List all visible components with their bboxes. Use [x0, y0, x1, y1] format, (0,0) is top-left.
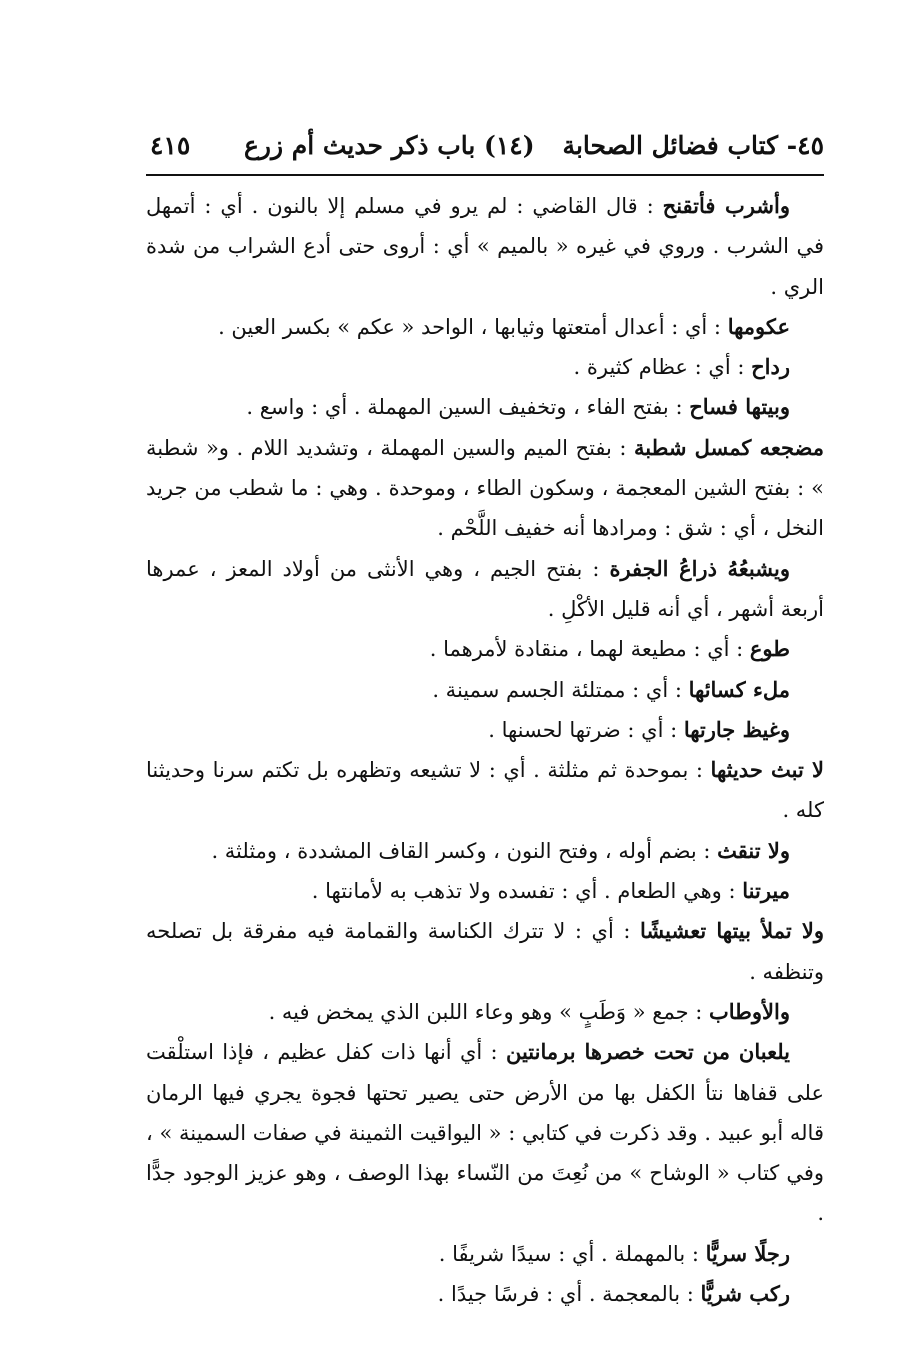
glossary-term: ركب شريًّا — [700, 1281, 790, 1307]
glossary-text: : بموحدة ثم مثلثة . أي : لا تشيعه وتظهره بل تكتم سرنا وحديثنا كله . — [146, 758, 824, 823]
glossary-text: : أي : ضرتها لحسنها . — [488, 717, 678, 742]
glossary-text: : أي : ممتلئة الجسم سمينة . — [432, 677, 682, 702]
glossary-text: : أي : مطيعة لهما ، منقادة لأمرهما . — [429, 637, 744, 662]
glossary-text: : جمع « وَطَبٍ » وهو وعاء اللبن الذي يمخض فيه . — [268, 999, 703, 1024]
paragraph — [146, 307, 824, 347]
glossary-text: : بفتح الميم والسين المهملة ، وتشديد اللام . و« شطبة » : بفتح الشين المعجمة ، وسكون الطاء ، وموحدة . وهي : ما شطب من جريد النخل ، أي : شق : ومرادها أنه خفيف اللَّحْم . — [146, 435, 824, 541]
header-rule — [146, 174, 824, 176]
paragraph — [146, 871, 824, 911]
paragraph — [146, 750, 824, 831]
glossary-term: ملء كسائها — [688, 676, 790, 702]
glossary-text: : أي : عظام كثيرة . — [573, 355, 745, 380]
paragraph — [146, 911, 824, 992]
page-body — [146, 186, 824, 1314]
paragraph — [146, 670, 824, 710]
glossary-term: والأوطاب — [709, 998, 790, 1024]
glossary-term: ولا تنقث — [717, 837, 790, 863]
glossary-term: طوع — [749, 636, 790, 662]
glossary-text: : أي أنها ذات كفل عظيم ، فإذا استلْقت على قفاها نتأ الكفل بها من الأرض حتى يصير تحتها فجوة يجري فيها الرمان قاله أبو عبيد . وقد ذكرت في كتابي : « اليواقيت الثمينة في صفات السمينة » ، وفي كتاب « الوشاح » من نُعِتَ من النّساء بهذا الوصف ، وهو عزيز الوجود جدًّا . — [146, 1040, 824, 1226]
glossary-text: : بالمعجمة . أي : فرسًا جيدًا . — [437, 1282, 694, 1307]
paragraph — [146, 629, 824, 669]
glossary-text: : بضم أوله ، وفتح النون ، وكسر القاف المشددة ، ومثلثة . — [211, 838, 711, 863]
glossary-term: وبيتها فساح — [689, 394, 790, 420]
glossary-text: : أي : أعدال أمتعتها وثيابها ، الواحد « عكم » بكسر العين . — [218, 314, 721, 339]
paragraph — [146, 710, 824, 750]
paragraph — [146, 186, 824, 307]
glossary-text: : بالمهملة . أي : سيدًا شريفًا . — [438, 1241, 699, 1266]
glossary-text: : وهي الطعام . أي : تفسده ولا تذهب به لأمانتها . — [311, 879, 736, 904]
paragraph — [146, 347, 824, 387]
glossary-text: : بفتح الجيم ، وهي الأنثى من أولاد المعز ، عمرها أربعة أشهر ، أي أنه قليل الأكْلِ . — [146, 556, 824, 621]
running-head — [244, 128, 824, 164]
paragraph — [146, 1274, 824, 1314]
paragraph — [146, 428, 824, 549]
glossary-term: وغيظ جارتها — [683, 716, 790, 742]
glossary-text: : أي : لا تترك الكناسة والقمامة فيه مفرقة بل تصلحه وتنظفه . — [146, 919, 824, 984]
glossary-term: ميرتنا — [742, 878, 790, 904]
paragraph — [146, 1234, 824, 1274]
glossary-term: لا تبث حديثها — [710, 757, 824, 783]
paragraph — [146, 549, 824, 630]
glossary-term: يلعبان من تحت خصرها برمانتين — [505, 1039, 790, 1065]
glossary-term: ولا تملأ بيتها تعشيشًا — [640, 918, 824, 944]
glossary-term: وأشرب فأتقنح — [662, 193, 790, 218]
glossary-text: : قال القاضي : لم يرو في مسلم إلا بالنون . أي : أتمهل في الشرب . وروي في غيره « بالميم » أي : أروى حتى أدع الشراب من شدة الري . — [146, 194, 824, 299]
paragraph — [146, 387, 824, 427]
paragraph — [146, 1032, 824, 1233]
glossary-text: : بفتح الفاء ، وتخفيف السين المهملة . أي : واسع . — [246, 395, 683, 420]
glossary-term: رداح — [751, 354, 790, 380]
glossary-term: عكومها — [727, 313, 790, 339]
glossary-term: رجلًا سريًّا — [705, 1240, 790, 1266]
glossary-term: مضجعه كمسل شطبة — [634, 434, 824, 460]
paragraph — [146, 831, 824, 871]
chapter-title: ٤٥- كتاب فضائل الصحابة — [562, 131, 824, 160]
paragraph — [146, 992, 824, 1032]
glossary-term: ويشبعُهُ ذراعُ الجفرة — [609, 555, 790, 581]
section-title: (١٤) باب ذكر حديث أم زرع — [243, 131, 535, 160]
page-number: ٤١٥ — [150, 131, 191, 160]
page-header — [148, 128, 824, 170]
